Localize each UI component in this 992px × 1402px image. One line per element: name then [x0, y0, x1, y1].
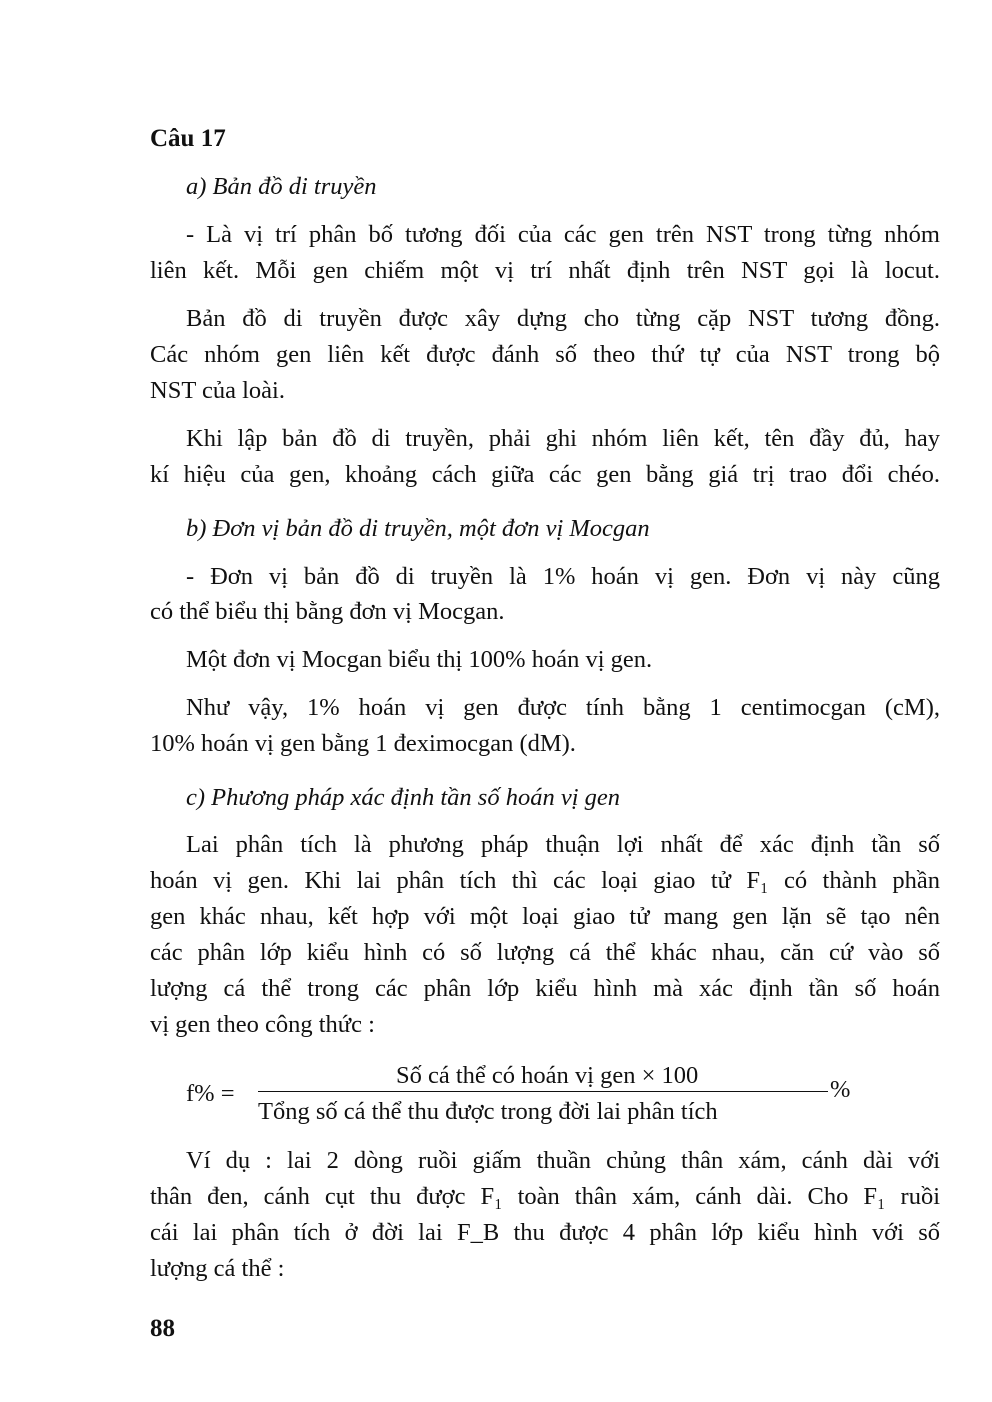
section-a-para1-line1: - Là vị trí phân bố tương đối của các gen trên NST trong từng nhóm	[186, 221, 940, 248]
section-c-para2-line4: lượng cá thể :	[150, 1255, 285, 1282]
section-b-para1-line1: - Đơn vị bản đồ di truyền là 1% hoán vị gen. Đơn vị này cũng	[186, 563, 940, 590]
section-a-para1-line2: liên kết. Mỗi gen chiếm một vị trí nhất định trên NST gọi là locut.	[150, 257, 940, 284]
page-number: 88	[150, 1315, 175, 1342]
formula-denominator: Tổng số cá thể thu được trong đời lai phân tích	[258, 1098, 718, 1125]
fraction-bar	[258, 1091, 828, 1092]
section-c-para2-line1: Ví dụ : lai 2 dòng ruồi giấm thuần chủng thân xám, cánh dài với	[186, 1147, 940, 1174]
formula-lhs: f% =	[186, 1080, 235, 1107]
section-b-heading: b) Đơn vị bản đồ di truyền, một đơn vị Mocgan	[186, 515, 650, 542]
section-c-para1-line1: Lai phân tích là phương pháp thuận lợi nhất để xác định tần số	[186, 831, 940, 858]
section-c-para2-line2: thân đen, cánh cụt thu được F₁ toàn thân xám, cánh dài. Cho F₁ ruồi	[150, 1183, 940, 1210]
section-c-para1-line5: lượng cá thể trong các phân lớp kiểu hình mà xác định tần số hoán	[150, 975, 940, 1002]
formula-unit: %	[830, 1076, 851, 1103]
section-c-para1-line4: các phân lớp kiểu hình có số lượng cá thể khác nhau, căn cứ vào số	[150, 939, 940, 966]
section-b-para1-line2: có thể biểu thị bằng đơn vị Mocgan.	[150, 598, 505, 625]
section-c-para1-line6: vị gen theo công thức :	[150, 1011, 375, 1038]
section-c-heading: c) Phương pháp xác định tần số hoán vị gen	[186, 784, 621, 811]
section-a-para2-line3: NST của loài.	[150, 377, 285, 404]
section-a-para3-line1: Khi lập bản đồ di truyền, phải ghi nhóm liên kết, tên đầy đủ, hay	[186, 425, 940, 452]
section-c-para2-line3: cái lai phân tích ở đời lai F_B thu được 4 phân lớp kiểu hình với số	[150, 1219, 940, 1246]
section-a-para2-line2: Các nhóm gen liên kết được đánh số theo thứ tự của NST trong bộ	[150, 341, 940, 368]
section-c-para1-line3: gen khác nhau, kết hợp với một loại giao tử mang gen lặn sẽ tạo nên	[150, 903, 940, 930]
section-b-para3-line2: 10% hoán vị gen bằng 1 đeximocgan (dM).	[150, 730, 576, 757]
question-title: Câu 17	[150, 125, 226, 152]
section-b-para2-line1: Một đơn vị Mocgan biểu thị 100% hoán vị gen.	[186, 646, 653, 673]
section-a-para2-line1: Bản đồ di truyền được xây dựng cho từng cặp NST tương đồng.	[186, 305, 940, 332]
section-c-para1-line2: hoán vị gen. Khi lai phân tích thì các loại giao tử F₁ có thành phần	[150, 867, 940, 894]
frequency-formula	[186, 1058, 866, 1134]
section-a-para3-line2: kí hiệu của gen, khoảng cách giữa các gen bằng giá trị trao đổi chéo.	[150, 461, 940, 488]
section-a-heading: a) Bản đồ di truyền	[186, 173, 377, 200]
formula-numerator: Số cá thể có hoán vị gen × 100	[396, 1062, 699, 1089]
section-b-para3-line1: Như vậy, 1% hoán vị gen được tính bằng 1 centimocgan (cM),	[186, 694, 940, 721]
